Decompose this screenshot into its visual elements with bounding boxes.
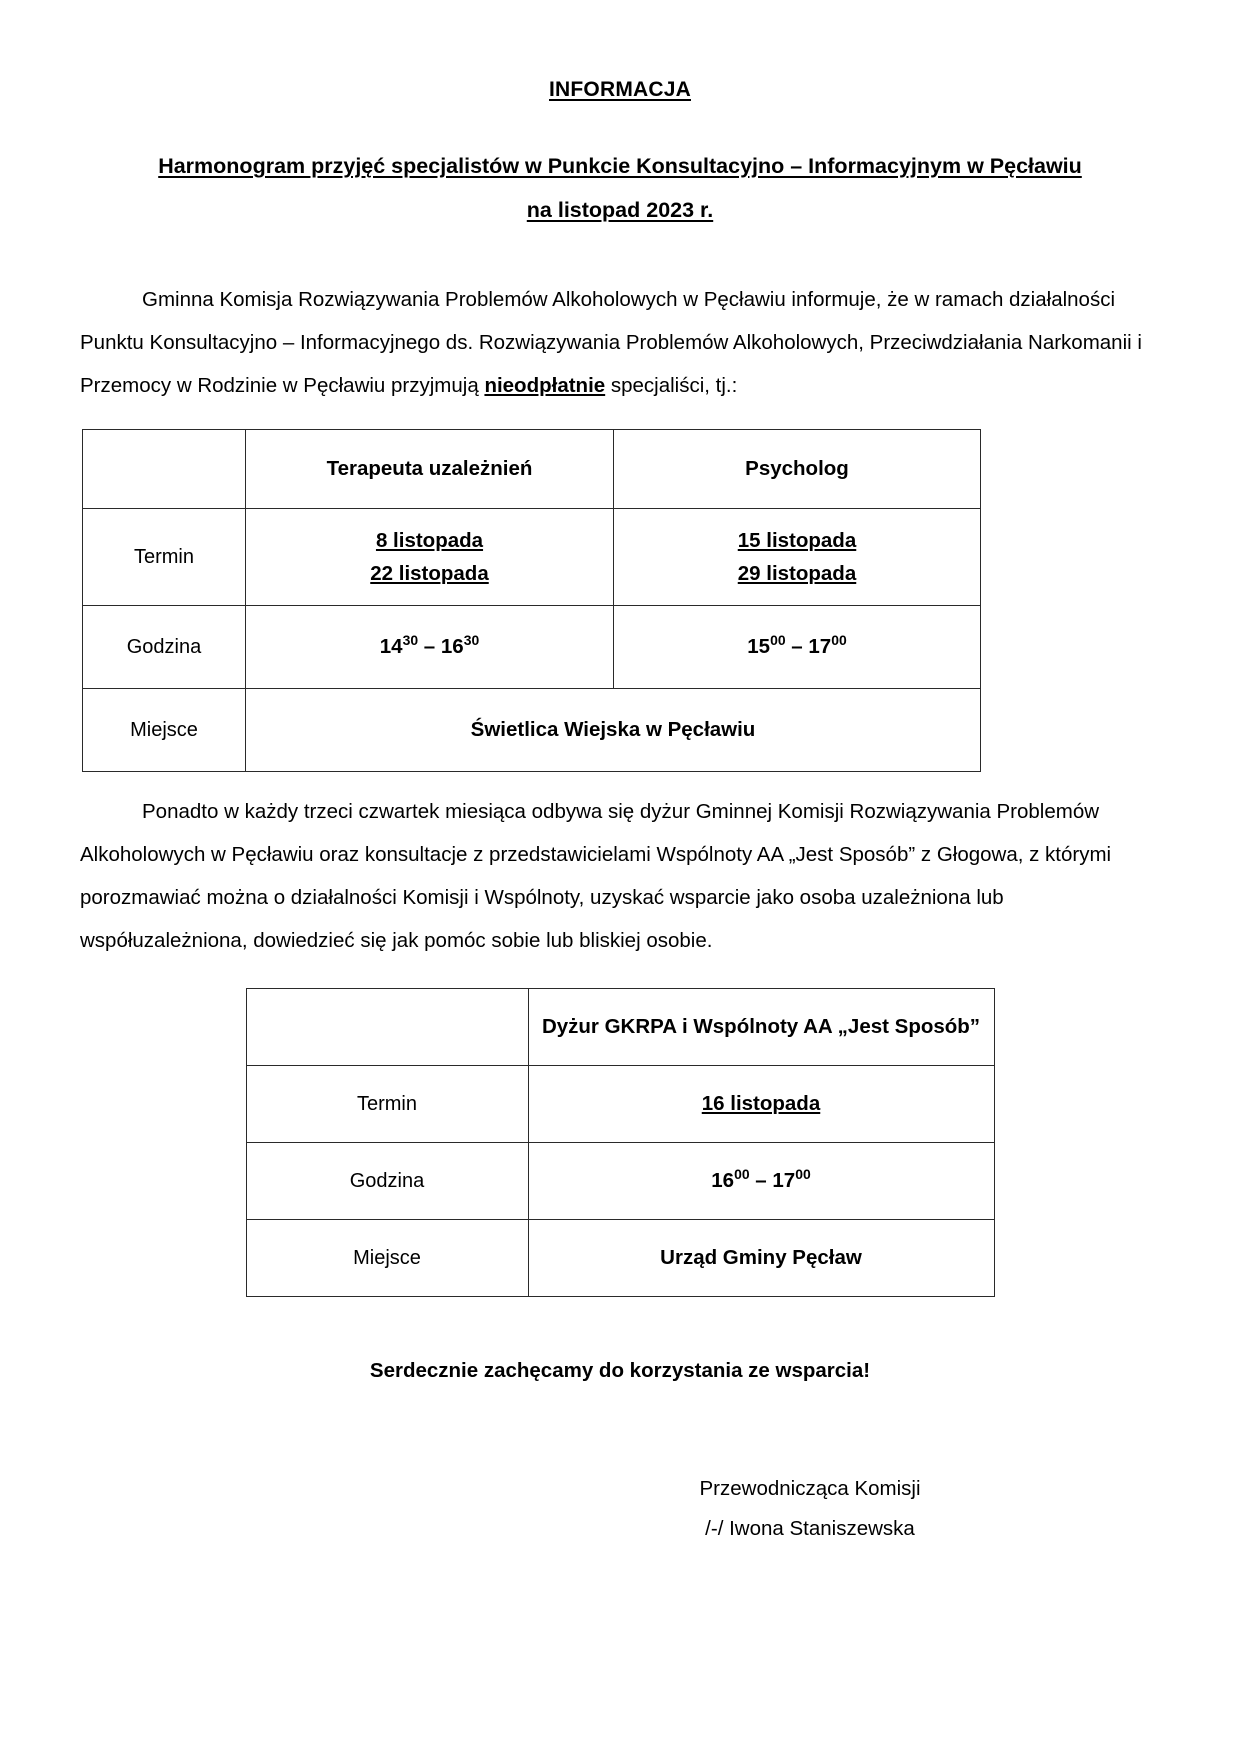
row-label-miejsce: Miejsce — [246, 1220, 528, 1297]
table-row — [83, 430, 981, 509]
duty-schedule-table — [246, 988, 995, 1297]
subtitle-line-2: na listopad 2023 r. — [526, 198, 714, 222]
row-label-miejsce: Miejsce — [83, 689, 246, 772]
hours-dash: – — [791, 635, 803, 658]
duty-hours — [528, 1143, 994, 1220]
intro-paragraph — [80, 278, 1160, 407]
hours-dash: – — [423, 635, 436, 658]
column-header-psychologist: Psycholog — [614, 430, 981, 509]
termin-dates-therapist — [246, 509, 614, 606]
document-subtitle — [80, 144, 1160, 232]
table-row — [83, 509, 981, 606]
hour-start: 15 — [747, 635, 771, 658]
minute-end: 00 — [795, 1166, 811, 1183]
minute-start: 00 — [734, 1166, 750, 1183]
table-row — [246, 1143, 994, 1220]
table-row — [83, 689, 981, 772]
duty-date — [528, 1066, 994, 1143]
signature-role: Przewodnicząca Komisji — [699, 1477, 921, 1500]
row-label-termin: Termin — [246, 1066, 528, 1143]
date-item: 16 listopada — [701, 1092, 821, 1115]
date-item: 15 listopada — [737, 529, 857, 552]
hour-start: 16 — [711, 1169, 735, 1192]
date-item: 29 listopada — [737, 562, 857, 585]
intro-text-part-2: specjaliści, tj.: — [605, 374, 738, 397]
page-title: INFORMACJA — [549, 78, 691, 101]
row-label-godzina: Godzina — [246, 1143, 528, 1220]
hours-dash: – — [755, 1169, 767, 1192]
table-row — [246, 989, 994, 1066]
column-header-duty: Dyżur GKRPA i Wspólnoty AA „Jest Sposób” — [528, 989, 994, 1066]
date-item: 22 listopada — [370, 562, 489, 585]
signature-block — [80, 1469, 1160, 1549]
place-value: Świetlica Wiejska w Pęcławiu — [246, 689, 981, 772]
corner-cell — [83, 430, 246, 509]
signature-name: /-/ Iwona Staniszewska — [705, 1517, 915, 1540]
intro-emphasis-nieodplatnie: nieodpłatnie — [484, 374, 606, 397]
row-label-godzina: Godzina — [83, 606, 246, 689]
hour-end: 16 — [440, 635, 464, 658]
hour-start: 14 — [379, 635, 403, 658]
minute-end: 30 — [463, 632, 480, 649]
specialists-schedule-table — [82, 429, 981, 772]
termin-dates-psychologist — [614, 509, 981, 606]
minute-start: 30 — [402, 632, 419, 649]
minute-end: 00 — [831, 632, 847, 649]
hours-therapist — [246, 606, 614, 689]
hours-psychologist — [614, 606, 981, 689]
duty-place-value: Urząd Gminy Pęcław — [528, 1220, 994, 1297]
column-header-therapist: Terapeuta uzależnień — [246, 430, 614, 509]
date-item: 8 listopada — [375, 529, 484, 552]
row-label-termin: Termin — [83, 509, 246, 606]
closing-statement: Serdecznie zachęcamy do korzystania ze wsparcia! — [369, 1359, 871, 1382]
corner-cell — [246, 989, 528, 1066]
table-row — [246, 1220, 994, 1297]
hour-end: 17 — [772, 1169, 796, 1192]
minute-start: 00 — [770, 632, 786, 649]
subtitle-line-1: Harmonogram przyjęć specjalistów w Punkcie Konsultacyjno – Informacyjnym w Pęcławiu — [158, 154, 1082, 178]
middle-paragraph: Ponadto w każdy trzeci czwartek miesiąca odbywa się dyżur Gminnej Komisji Rozwiązywania Problemów Alkoholowych w Pęcławiu oraz konsultacje z przedstawicielami Wspólnoty AA „Jest Sposób” z Głogowa, z którymi porozmawiać można o działalności Komisji i Wspólnoty, uzyskać wsparcie jako osoba uzależniona lub współuzależniona, dowiedzieć się jak pomóc sobie lub bliskiej osobie. — [80, 800, 1112, 952]
table-row — [246, 1066, 994, 1143]
intro-text-part-1: Gminna Komisja Rozwiązywania Problemów Alkoholowych w Pęcławiu informuje, że w ramach działalności Punktu Konsultacyjno – Informacyjnego ds. Rozwiązywania Problemów Alkoholowych, Przeciwdziałania Narkomanii i Przemocy w Rodzinie w Pęcławiu przyjmują — [80, 288, 1142, 397]
table-row — [83, 606, 981, 689]
hour-end: 17 — [808, 635, 832, 658]
